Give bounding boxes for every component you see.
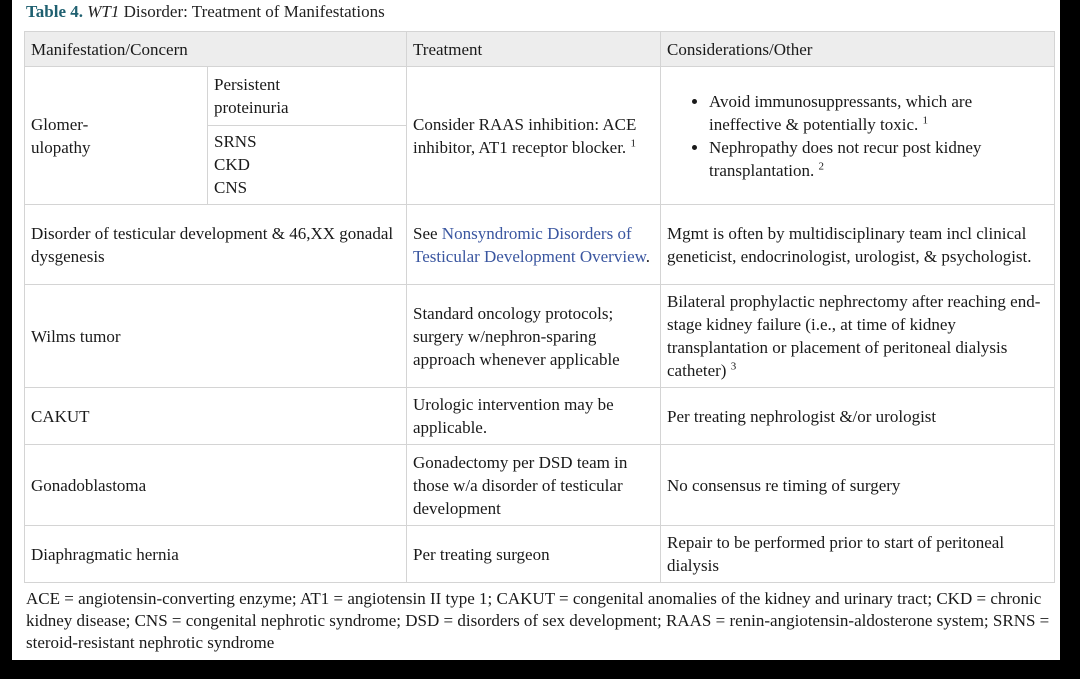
sub-text-line: CNS (214, 177, 248, 197)
sub-text-line: proteinuria (214, 97, 289, 117)
sub-text-line: CKD (214, 154, 250, 174)
treatment-table (24, 31, 1055, 583)
manifestation-cell: Wilms tumor (25, 285, 407, 388)
considerations-cell (661, 67, 1055, 205)
list-item: • Nephropathy does not recur post kidney transplantation. $^2$ (709, 136, 1048, 182)
sub-proteinuria (208, 69, 406, 126)
table-label: Table 4. (26, 2, 84, 21)
table-row (25, 388, 1055, 445)
treatment-cell (407, 67, 661, 205)
sub-srns-ckd-cns (208, 126, 406, 203)
reference-marker[interactable]: 2 (818, 159, 825, 172)
treatment-cell: Gonadectomy per DSD team in those w/a disorder of testicular development (407, 445, 661, 526)
manifestation-cell: Disorder of testicular development & 46,XX gonadal dysgenesis (25, 205, 407, 285)
reference-marker[interactable]: 1 (922, 113, 929, 126)
considerations-cell: Mgmt is often by multidisciplinary team incl clinical geneticist, endocrinologist, urologist, & psychologist. (661, 205, 1055, 285)
treatment-cell: See Nonsyndromic Disorders of Testicular Development Overview. (407, 205, 661, 285)
treatment-cell: Standard oncology protocols; surgery w/nephron-sparing approach whenever applicable (407, 285, 661, 388)
manifestation-cell: Diaphragmatic hernia (25, 526, 407, 583)
considerations-cell: Repair to be performed prior to start of peritoneal dialysis (661, 526, 1055, 583)
considerations-list (667, 90, 1048, 182)
sub-text-line: Persistent (214, 74, 281, 94)
sub-text-line: SRNS (214, 131, 257, 151)
table-row (25, 445, 1055, 526)
manifestation-cell: CAKUT (25, 388, 407, 445)
nonsyndromic-disorders-link[interactable]: Nonsyndromic Disorders of Testicular Development Overview (413, 223, 646, 266)
header-manifestation: Manifestation/Concern (25, 32, 407, 67)
document-page (12, 0, 1060, 660)
considerations-cell: No consensus re timing of surgery (661, 445, 1055, 526)
header-treatment: Treatment (407, 32, 661, 67)
table-caption (26, 2, 385, 22)
table-header-row (25, 32, 1055, 67)
treatment-cell: Urologic intervention may be applicable. (407, 388, 661, 445)
treatment-text: Consider RAAS inhibition: ACE inhibitor, AT1 receptor blocker. (413, 114, 637, 157)
table-footnote: ACE = angiotensin-converting enzyme; AT1 = angiotensin II type 1; CAKUT = congenital anomalies of the kidney and urinary tract; CKD = chronic kidney disease; CNS = congenital nephrotic syndrome; DSD = disorders of sex development; RAAS = renin-angiotensin-aldosterone system; SRNS = steroid-resistant nephrotic syndrome (26, 589, 1050, 652)
manifestation-name-line: Glomer- (31, 114, 89, 134)
table-row (25, 67, 1055, 205)
considerations-cell: Bilateral prophylactic nephrectomy after reaching end-stage kidney failure (i.e., at time of kidney transplantation or placement of peritoneal dialysis catheter) $^3$ (661, 285, 1055, 388)
table-title: Disorder: Treatment of Manifestations (119, 2, 385, 21)
list-item: • Avoid immunosuppressants, which are ineffective & potentially toxic. $^1$ (709, 90, 1048, 136)
table-row (25, 205, 1055, 285)
gene-name: WT1 (87, 2, 120, 21)
reference-marker[interactable]: 3 (730, 360, 737, 373)
considerations-cell: Per treating nephrologist &/or urologist (661, 388, 1055, 445)
header-considerations: Considerations/Other (661, 32, 1055, 67)
treatment-cell: Per treating surgeon (407, 526, 661, 583)
manifestation-cell (25, 67, 208, 205)
reference-marker[interactable]: 1 (630, 136, 636, 149)
table-row (25, 526, 1055, 583)
manifestation-name-line: ulopathy (31, 137, 91, 157)
submanifestation-cell (208, 67, 407, 205)
table-row (25, 285, 1055, 388)
manifestation-cell: Gonadoblastoma (25, 445, 407, 526)
